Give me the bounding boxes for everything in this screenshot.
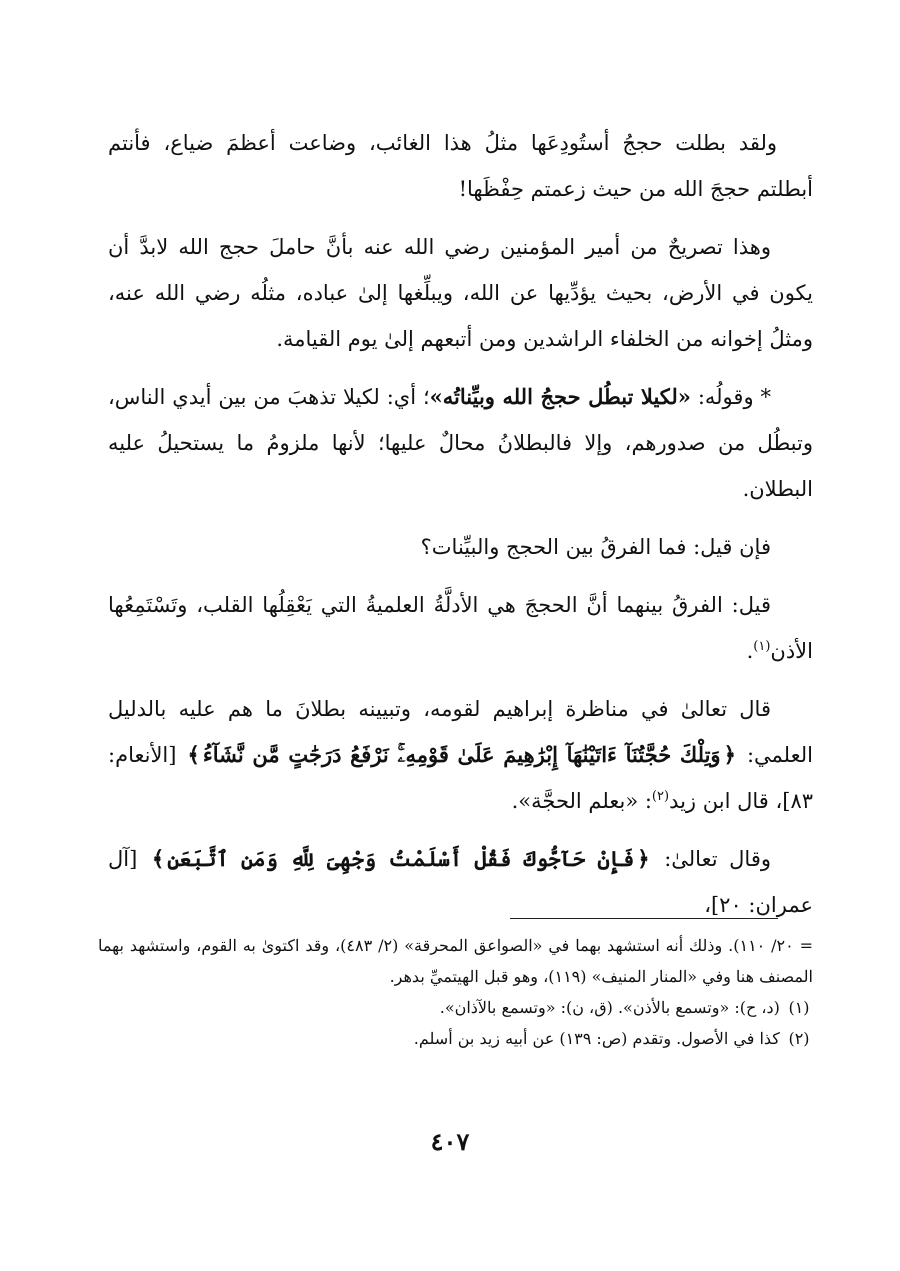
footnote-2-number: (٢) [788,1029,810,1048]
paragraph-6-text: قال تعالىٰ في مناظرة إبراهيم لقومه، وتبيينه بطلانَ ما هم عليه بالدليل العلمي: [108,697,813,767]
quran-bracket-open: ﴿ [637,846,650,871]
footnote-ref-2: (٢) [651,789,670,804]
quran-bracket-close: ﴾ [151,846,165,871]
paragraph-5-text: قيل: الفرقُ بينهما أنَّ الحججَ هي الأدلَّةُ العلميةُ التي يَعْقِلُها القلب، وتَسْتَمِعُها الأذن [108,593,813,663]
paragraph-7-text: وقال تعالىٰ: [652,847,771,871]
paragraph-2: وهذا تصريحٌ من أمير المؤمنين رضي الله عنه بأنَّ حاملَ حجج الله لابدَّ أن يكون في الأرض، بحيث يؤدِّيها عن الله، ويبلِّغها إلىٰ عباده، مثلُه رضي الله عنه، ومثلُ إخوانه من الخلفاء الراشدين ومن أتبعهم إلىٰ يوم القيامة. [108,235,813,351]
footnote-2-text: كذا في الأصول. وتقدم (ص: ١٣٩) عن أبيه زيد بن أسلم. [413,1029,780,1048]
footnote-1-text: (د، ح): «وتسمع بالأذن». (ق، ن): «وتسمع بالآذان». [439,998,780,1017]
quran-verse-2: فَإِنْ حَآجُّوكَ فَقُلْ أَسْلَمْتُ وَجْهِىَ لِلَّهِ وَمَنِ ٱتَّبَعَنِ [167,846,635,871]
footnote-separator [510,918,778,919]
verse-reference-2: [آل عمران: ٢٠]، [108,847,813,917]
paragraph-6-end: : «بعلم الحجَّة». [511,789,652,813]
footnote-1-number: (١) [788,998,810,1017]
page-number: ٤٠٧ [430,1127,470,1156]
paragraph-3 [108,374,813,512]
main-text [108,120,813,940]
paragraph-3-rest: ؛ أي: لكيلا تذهبَ من بين أيدي الناس، وتبطُل من صدورهم، وإلا فالبطلانُ محالٌ عليها؛ لأنها ملزومُ ما يستحيلُ عليه البطلان. [108,385,813,501]
footnote-2 [98,1023,813,1054]
footnote-continuation: = ٢٠/ ١١٠). وذلك أنه استشهد بهما في «الصواعق المحرقة» (٢/ ٤٨٣)، وقد اكتوىٰ به القوم، واستشهد بهما المصنف هنا وفي «المنار المنيف» (١١٩)، وهو قبل الهيتميِّ بدهر. [98,936,814,986]
footnotes [98,930,813,1054]
paragraph-4: فإن قيل: فما الفرقُ بين الحجج والبيِّنات؟ [420,535,771,559]
footnote-ref-1: (١) [753,639,771,654]
footnote-1 [98,992,813,1023]
paragraph-5-end: . [746,639,754,663]
paragraph-5 [108,582,813,674]
paragraph-7 [108,836,813,928]
paragraph-3-prefix: * وقولُه: [690,385,771,409]
paragraph-6 [108,686,813,824]
quran-bracket-close: ﴾ [187,742,200,767]
quran-bracket-open: ﴿ [723,742,736,767]
quran-verse-1: وَتِلْكَ حُجَّتُنَآ ءَاتَيْنَٰهَآ إِبْرَٰهِيمَ عَلَىٰ قَوْمِهِۦۚ نَرْفَعُ دَرَجَٰتٍ مَّن نَّشَآءُ [202,742,721,767]
quoted-phrase: «لكيلا تبطُل حججُ الله وبيِّناتُه» [429,384,691,409]
verse-reference-1: [الأنعام: ٨٣]، قال ابن زيد [108,743,813,813]
paragraph-1: ولقد بطلت حججُ أستُودِعَها مثلُ هذا الغائب، وضاعت أعظمَ ضياع، فأنتم أبطلتم حججَ الله من حيث زعمتم حِفْظَها! [108,131,813,201]
